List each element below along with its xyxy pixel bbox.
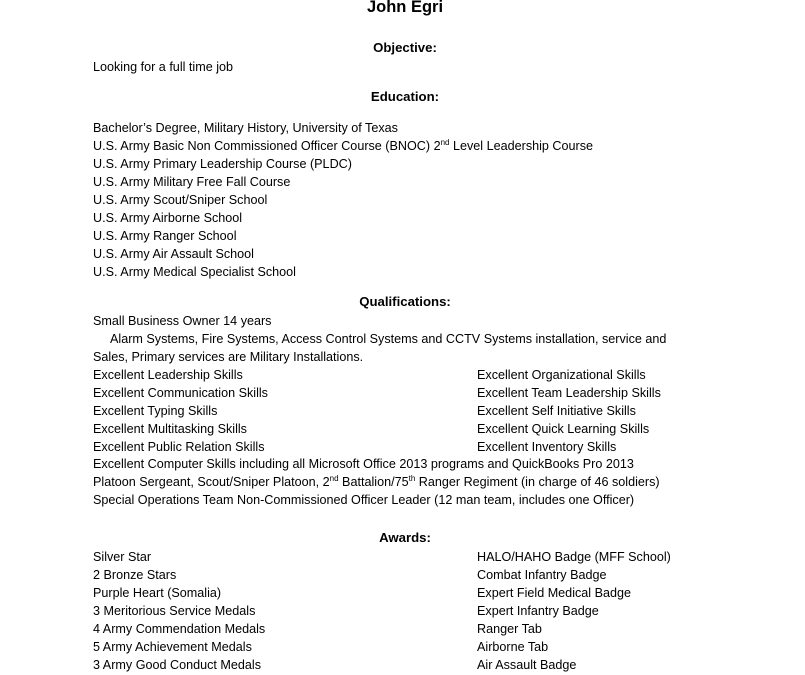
award-item: Combat Infantry Badge (477, 568, 607, 582)
award-item: 3 Meritorious Service Medals (93, 604, 256, 618)
resume-name: John Egri (366, 0, 444, 16)
skill-item: Excellent Quick Learning Skills (477, 422, 650, 436)
award-item: Air Assault Badge (477, 658, 577, 672)
business-owner: Small Business Owner 14 years (93, 314, 272, 328)
platoon-text-2: Battalion/75 (338, 475, 409, 489)
business-detail-cont: Sales, Primary services are Military Installations. (93, 350, 364, 364)
objective-text: Looking for a full time job (93, 60, 234, 74)
education-heading: Education: (370, 89, 440, 104)
education-item-text: U.S. Army Basic Non Commissioned Officer Course (BNOC) 2 (93, 139, 441, 153)
award-item: Ranger Tab (477, 622, 542, 636)
skill-item: Excellent Communication Skills (93, 386, 268, 400)
platoon-sergeant (93, 473, 660, 491)
skill-item: Excellent Self Initiative Skills (477, 404, 636, 418)
skill-item: Excellent Team Leadership Skills (477, 386, 661, 400)
award-item: Expert Infantry Badge (477, 604, 599, 618)
education-item: U.S. Army Air Assault School (93, 247, 254, 261)
ordinal-suffix: nd (329, 474, 339, 483)
education-item: U.S. Army Military Free Fall Course (93, 175, 291, 189)
skill-item: Excellent Organizational Skills (477, 368, 646, 382)
education-item: U.S. Army Scout/Sniper School (93, 193, 268, 207)
skill-item: Excellent Multitasking Skills (93, 422, 247, 436)
education-item: U.S. Army Primary Leadership Course (PLDC) (93, 157, 352, 171)
education-item: Bachelor’s Degree, Military History, University of Texas (93, 121, 398, 135)
award-item: 5 Army Achievement Medals (93, 640, 252, 654)
award-item: Expert Field Medical Badge (477, 586, 632, 600)
objective-heading: Objective: (373, 40, 437, 55)
education-item: U.S. Army Airborne School (93, 211, 243, 225)
award-item: 4 Army Commendation Medals (93, 622, 266, 636)
ordinal-suffix: nd (440, 138, 450, 147)
award-item: HALO/HAHO Badge (MFF School) (477, 550, 671, 564)
award-item: Airborne Tab (477, 640, 549, 654)
award-item: Purple Heart (Somalia) (93, 586, 222, 600)
skill-item: Excellent Inventory Skills (477, 440, 617, 454)
skill-item: Excellent Typing Skills (93, 404, 218, 418)
award-item: 2 Bronze Stars (93, 568, 177, 582)
award-item: 3 Army Good Conduct Medals (93, 658, 261, 672)
skill-item: Excellent Public Relation Skills (93, 440, 265, 454)
education-item: U.S. Army Ranger School (93, 229, 237, 243)
platoon-text-1: Platoon Sergeant, Scout/Sniper Platoon, 2 (93, 475, 330, 489)
skill-item: Excellent Leadership Skills (93, 368, 243, 382)
education-item (93, 137, 593, 155)
business-detail: Alarm Systems, Fire Systems, Access Control Systems and CCTV Systems installation, service and (110, 332, 667, 346)
qualifications-heading: Qualifications: (359, 294, 451, 309)
education-item-tail: Level Leadership Course (449, 139, 594, 153)
platoon-text-3: Ranger Regiment (in charge of 46 soldiers) (415, 475, 660, 489)
ordinal-suffix: th (408, 474, 416, 483)
special-ops-leader: Special Operations Team Non-Commissioned Officer Leader (12 man team, includes one Officer) (93, 493, 635, 507)
awards-heading: Awards: (379, 530, 431, 545)
award-item: Silver Star (93, 550, 152, 564)
education-item: U.S. Army Medical Specialist School (93, 265, 296, 279)
computer-skills: Excellent Computer Skills including all Microsoft Office 2013 programs and QuickBooks Pro 2013 (93, 457, 634, 471)
